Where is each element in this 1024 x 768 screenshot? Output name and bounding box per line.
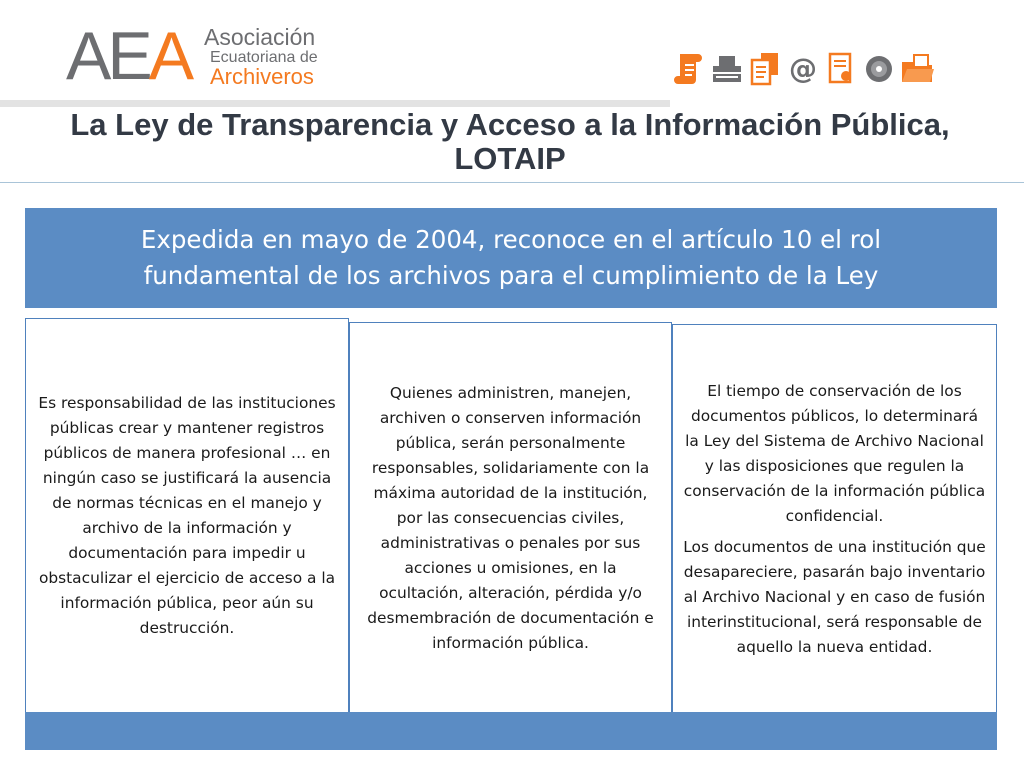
- logo-line-2: Ecuatoriana de: [210, 49, 318, 66]
- content-box-conservation: [672, 324, 997, 714]
- logo-line-3: Archiveros: [210, 64, 314, 89]
- logo-line-1: Asociación: [204, 24, 316, 50]
- content-box-liability: [349, 322, 672, 714]
- box-paragraph: Los documentos de una institución que desapareciere, pasarán bajo inventario al Archivo Nacional y en caso de fusión interinstitucional, será responsable de aquello la nueva entidad.: [683, 537, 986, 656]
- logo-mark-orange: A: [148, 18, 191, 94]
- header-divider-bar: [0, 100, 670, 107]
- box-paragraph: El tiempo de conservación de los documentos públicos, lo determinará la Ley del Sistema de Archivo Nacional y las disposiciones que regulen la conservación de la información pública confidencial.: [683, 381, 986, 525]
- header-icons: [672, 48, 952, 88]
- svg-text:@: @: [789, 52, 817, 85]
- logo-mark: [66, 16, 190, 96]
- box-paragraph: Es responsabilidad de las instituciones públicas crear y mantener registros públicos de manera profesional … en ningún caso se justificará la ausencia de normas técnicas en el manejo y archivo de la información y documentación para impedir u obstaculizar el ejercicio de acceso a la información pública, peor aún su destrucción.: [38, 394, 336, 637]
- documents-icon: [748, 50, 782, 86]
- logo-mark-grey: AE: [66, 18, 149, 94]
- folder-icon: [900, 50, 934, 86]
- aea-logo: [66, 18, 346, 94]
- footer-bar: [25, 712, 997, 750]
- scanner-icon: [710, 50, 744, 86]
- logo-text: [204, 26, 318, 88]
- box-paragraph: Quienes administren, manejen, archiven o conserven información pública, serán personalmente responsables, solidariamente con la máxima autoridad de la institución, por las consecuencias civiles, administrativas o penales por sus acciones u omisiones, en la ocultación, alteración, pérdida y/o desmembración de documentación e información pública.: [367, 383, 654, 652]
- page-title: La Ley de Transparencia y Acceso a la Información Pública, LOTAIP: [70, 107, 950, 176]
- summary-banner: Expedida en mayo de 2004, reconoce en el artículo 10 el rol fundamental de los archivos para el cumplimiento de la Ley: [25, 208, 997, 308]
- scroll-icon: [672, 50, 706, 86]
- title-divider: [0, 182, 1024, 183]
- at-sign-icon: [786, 50, 820, 86]
- disc-icon: [862, 50, 896, 86]
- certificate-icon: [824, 50, 858, 86]
- content-box-responsibility: [25, 318, 349, 714]
